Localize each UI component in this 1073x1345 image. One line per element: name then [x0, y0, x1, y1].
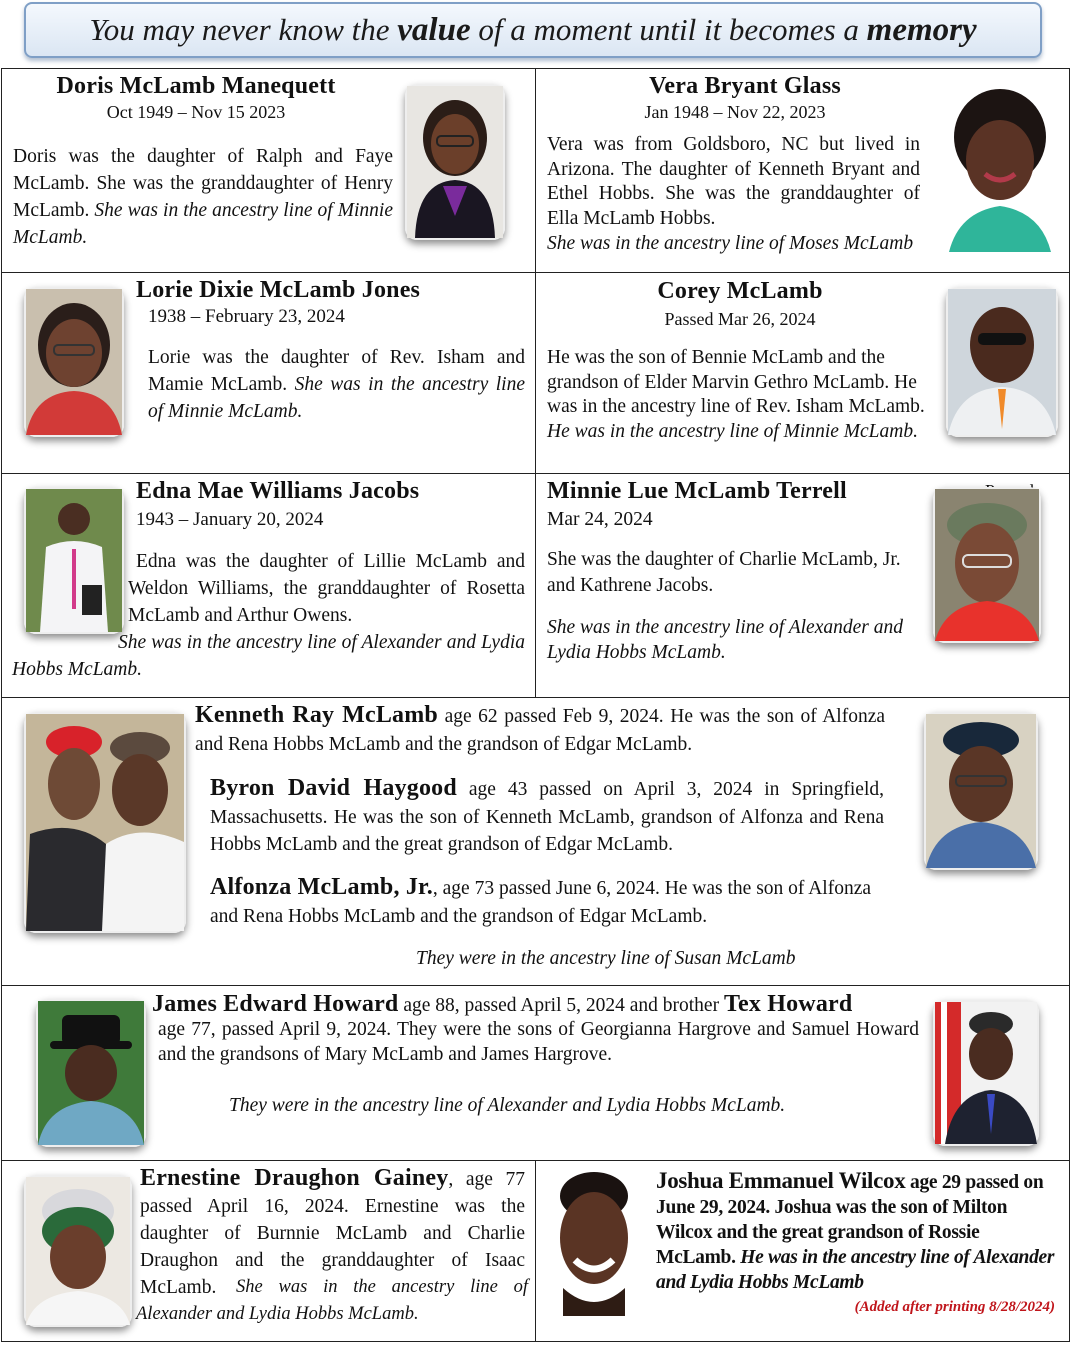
entry-dates: 1938 – February 23, 2024 [148, 306, 345, 327]
entry-edna-text [128, 548, 525, 629]
entry-name: Corey McLamb [657, 278, 823, 304]
divider [535, 1160, 536, 1342]
entry-minnie-ancestry [547, 615, 927, 665]
entry-lorie-text [148, 344, 525, 425]
added-note: (Added after printing 8/28/2024) [854, 1299, 1055, 1315]
entry-name: Lorie Dixie McLamb Jones [136, 277, 421, 303]
entry-text: , age 73 passed June 6, 2024. He was the son of Alfonza and Rena Hobbs McLamb and the grandson of Edgar McLamb. [210, 878, 872, 927]
entry-ancestry: She was in the ancestry line of Alexander and Lydia Hobbs McLamb. [136, 1277, 528, 1324]
entry-dates: Jan 1948 – Nov 22, 2023 [644, 102, 826, 122]
entry-vera [545, 72, 945, 124]
entry-text: age 29 passed on June 29, 2024. Joshua was the son of Milton Wilcox and the great grandson of Rossie McLamb. [656, 1172, 1044, 1268]
entry-corey [545, 277, 935, 331]
entry-minnie-text [547, 547, 927, 598]
entry-text: age 62 passed Feb 9, 2024. He was the son of Alfonza and Rena Hobbs McLamb and the grandson of Edgar McLamb. [195, 706, 886, 755]
entry-text: Doris was the daughter of Ralph and Faye McLamb. She was the granddaughter of Henry McLamb. [13, 146, 393, 221]
entry-name: Alfonza McLamb, Jr. [210, 874, 433, 900]
banner-pre: You may never know the [89, 12, 390, 47]
entry-ancestry: She was in the ancestry line of Alexander and Lydia Hobbs McLamb. [12, 632, 525, 680]
entry-ancestry: She was in the ancestry line of Moses McLamb [547, 233, 914, 254]
entry-text: age 88, passed April 5, 2024 and brother [403, 995, 720, 1016]
entry-name: Byron David Haygood [210, 775, 457, 801]
entry-ancestry: They were in the ancestry line of Alexander and Lydia Hobbs McLamb. [229, 1095, 786, 1116]
entry-byron [210, 774, 884, 859]
entry-dates: Oct 1949 – Nov 15 2023 [106, 102, 286, 122]
entry-corey-text [547, 346, 932, 444]
entry-ancestry: She was in the ancestry line of Minnie McLamb. [148, 374, 525, 422]
entry-doris [10, 72, 390, 124]
entry-edna-ancestry [12, 629, 525, 683]
memorial-banner [24, 2, 1042, 58]
portrait-photo [946, 287, 1058, 437]
entry-name: Edna Mae Williams Jacobs [136, 478, 420, 504]
entry-howard-ancestry [229, 1093, 869, 1119]
portrait-photo [924, 712, 1038, 870]
entry-howard-text [158, 1017, 919, 1067]
banner-word-value: value [397, 11, 471, 48]
entry-dates: Passed Mar 26, 2024 [664, 309, 816, 329]
divider [535, 68, 536, 698]
entry-name: Joshua Emmanuel Wilcox [656, 1168, 906, 1193]
entry-ancestry: She was in the ancestry line of Alexander and Lydia Hobbs McLamb. [547, 617, 903, 663]
entry-dates: 1943 – January 20, 2024 [136, 509, 324, 530]
portrait-photo [36, 999, 146, 1147]
portrait-photo [24, 487, 124, 634]
entry-text: Lorie was the daughter of Rev. Isham and Mamie McLamb. [148, 347, 525, 395]
portrait-photo [549, 1168, 639, 1316]
entry-text: age 77, passed April 9, 2024. They were the sons of Georgianna Hargrove and Samuel Howard and the grandsons of Mary McLamb and James Hargrove. [158, 1019, 919, 1065]
entry-joshua [656, 1168, 1056, 1295]
entry-joshua-note [700, 1298, 1055, 1316]
group-photo [24, 712, 186, 933]
entry-howard [152, 990, 919, 1019]
portrait-photo [933, 487, 1041, 643]
entry-text: , age 77 passed April 16, 2024. Ernestine was the daughter of Burnnie McLamb and Charlie Draughon and the granddaughter of Isaac McLamb. [140, 1169, 525, 1298]
entry-vera-text [547, 133, 920, 231]
portrait-photo [24, 1175, 132, 1327]
entry-vera-ancestry [547, 232, 957, 256]
entry-text: Vera was from Goldsboro, NC but lived in Arizona. The daughter of Kenneth Bryant and Ethel Hobbs. She was the granddaughter of Ella McLamb Hobbs. [547, 134, 920, 229]
entry-ernestine-ancestry [136, 1274, 528, 1328]
entry-name: Ernestine Draughon Gainey [140, 1165, 449, 1191]
entry-name: Kenneth Ray McLamb [195, 702, 438, 728]
entry-minnie [547, 477, 927, 534]
entry-name: Vera Bryant Glass [649, 73, 841, 99]
entry-name: James Edward Howard [152, 991, 399, 1017]
banner-word-memory: memory [866, 11, 977, 48]
entry-edna [136, 477, 456, 534]
entry-text: She was the daughter of Charlie McLamb, Jr. and Kathrene Jacobs. [547, 549, 901, 596]
entry-alfonza [210, 873, 894, 931]
entry-text: Edna was the daughter of Lillie McLamb and Weldon Williams, the granddaughter of Rosetta McLamb and Arthur Owens. [128, 551, 525, 626]
entry-text: age 43 passed on April 3, 2024 in Springfield, Massachusetts. He was the son of Kenneth McLamb, grandson of Alfonza and Rena Hobbs McLamb and the great grandson of Edgar McLamb. [210, 779, 884, 855]
entry-name-2: Tex Howard [723, 991, 853, 1017]
group1-ancestry [416, 946, 856, 972]
banner-mid: of a moment until it becomes a [478, 12, 859, 47]
entry-ancestry: He was in the ancestry line of Minnie McLamb. [547, 420, 918, 442]
entry-dates: Mar 24, 2024 [547, 509, 653, 530]
entry-text: He was the son of Bennie McLamb and the grandson of Elder Marvin Gethro McLamb. He was in the ancestry line of Rev. Isham McLamb. [547, 347, 925, 418]
portrait-photo [24, 287, 124, 437]
entry-kenneth [195, 701, 885, 759]
entry-doris-text [13, 143, 393, 251]
entry-name: Minnie Lue McLamb Terrell [547, 478, 847, 504]
entry-lorie [136, 276, 436, 330]
portrait-photo [933, 1000, 1039, 1146]
divider [1, 985, 1070, 986]
portrait-photo [405, 84, 505, 240]
portrait-photo [945, 82, 1055, 252]
entry-name: Doris McLamb Manequett [56, 73, 336, 99]
entry-ancestry: They were in the ancestry line of Susan McLamb [416, 948, 796, 969]
entry-ancestry: She was in the ancestry line of Minnie McLamb. [13, 200, 393, 248]
entry-ancestry: He was in the ancestry line of Alexander and Lydia Hobbs McLamb [656, 1247, 1055, 1293]
